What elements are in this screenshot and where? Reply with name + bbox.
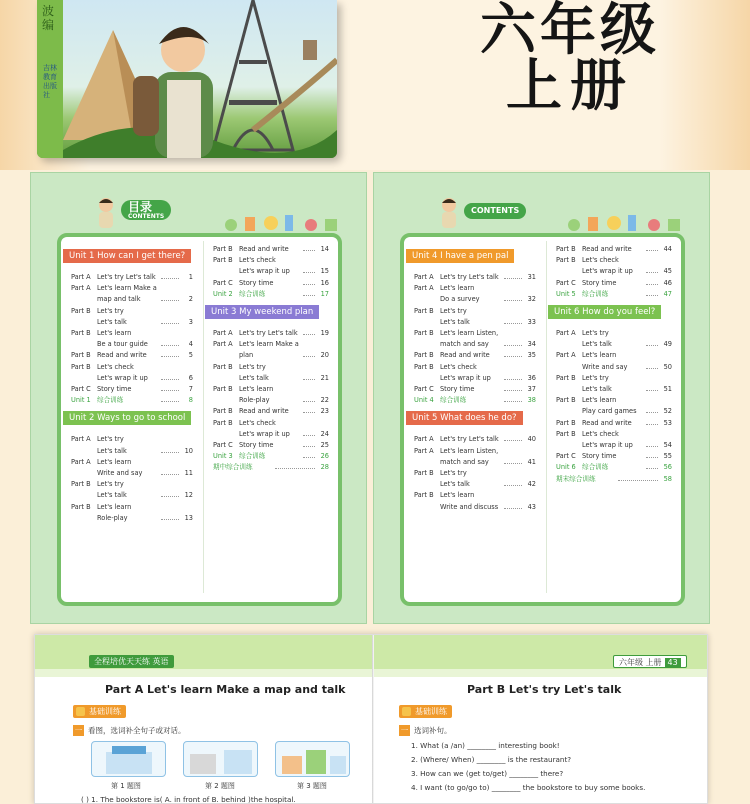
toc-entry-title: Story time (440, 385, 475, 393)
toc-entry-title: match and say (440, 340, 489, 349)
toc-panel-right (373, 172, 710, 624)
toc-entry-part: Part B (213, 362, 233, 371)
toc-entry-page: 58 (663, 474, 672, 483)
toc-entry-title: Let's learn (97, 457, 132, 466)
toc-entry-part: Unit 4 (414, 396, 434, 405)
toc-entry-title: Let's wrap it up (239, 429, 290, 438)
toc-entry-title: 综合训练 (582, 289, 609, 298)
toc-entry-title: Let's check (440, 362, 477, 371)
toc-entry-part: Part C (213, 278, 233, 287)
toc-entry-page: 44 (663, 245, 672, 253)
toc-entry-page: 47 (663, 289, 672, 298)
toc-entry-part: Unit 1 (71, 396, 91, 405)
toc-entry-title: Let's check (239, 418, 276, 427)
leader-dots (303, 290, 315, 296)
toc-entry-page: 37 (527, 385, 536, 393)
toc-entry-page: 24 (320, 429, 329, 438)
toc-entry-part: Part A (414, 446, 434, 455)
toc-entry-page: 7 (188, 385, 193, 393)
toc-entry-part: Part A (71, 273, 91, 281)
toc-entry-title: Let's learn (97, 502, 132, 511)
unit-banner: Unit 4 I have a pen pal (406, 249, 514, 263)
toc-entry-part: 期中综合训练 (213, 463, 253, 472)
toc-entry-part: 期末综合训练 (556, 474, 596, 483)
toc-entry-title: Let's wrap it up (582, 441, 633, 449)
toc-entry-part: Part B (556, 256, 576, 265)
toc-entry-page: 17 (320, 289, 329, 298)
cover-vertical-title: 波编 (42, 4, 55, 32)
decoration-illustration (221, 209, 351, 233)
toc-entry-page: 14 (320, 245, 329, 253)
toc-entry-part: Part C (414, 385, 434, 393)
leader-dots (646, 452, 658, 458)
toc-entry-part: Part A (414, 435, 434, 444)
toc-entry-page: 16 (320, 278, 329, 287)
toc-entry-part: Part A (414, 284, 434, 293)
leader-dots (161, 273, 179, 279)
book-series-title: 全程培优天天练 英语 (89, 655, 174, 668)
toc-entry-page: 25 (320, 441, 329, 449)
toc-entry-title: Let's wrap it up (440, 373, 491, 382)
toc-entry-title: Let's try (582, 373, 609, 382)
toc-entry-title: Read and write (239, 407, 289, 416)
toc-entry-title: Do a survey (440, 295, 480, 304)
leader-dots (303, 374, 315, 380)
toc-entry-title: Let's talk (97, 446, 127, 455)
toc-entry-part: Unit 6 (556, 463, 576, 472)
unit-banner: Unit 3 My weekend plan (205, 305, 319, 319)
leader-dots (504, 340, 522, 346)
toc-entry-part: Part B (213, 407, 233, 416)
toc-entry-part: Part B (556, 429, 576, 438)
toc-entry-page: 52 (663, 407, 672, 416)
picture-caption: 第 2 题图 (205, 782, 235, 790)
unit-banner: Unit 1 How can I get there? (63, 249, 191, 263)
leader-dots (161, 469, 179, 475)
leader-dots (646, 363, 658, 369)
toc-entry-title: Let's learn (582, 396, 617, 405)
leader-dots (646, 267, 658, 273)
leader-dots (303, 396, 315, 402)
toc-entry-page: 11 (184, 469, 193, 477)
right-question-line: 4. I want (to go/go to) ________ the bookstore to buy some books. (411, 783, 646, 792)
toc-entry-part: Part B (71, 351, 91, 360)
toc-entry-part: Unit 2 (213, 289, 233, 298)
toc-entry-part: Part A (556, 351, 576, 360)
toc-entry-title: Let's learn Listen, (440, 446, 499, 455)
leader-dots (504, 458, 522, 464)
leader-dots (646, 441, 658, 447)
book-header-wave (35, 669, 707, 677)
kid-illustration (436, 195, 462, 229)
toc-entry-part: Part C (71, 385, 91, 393)
toc-entry-part: Part A (71, 457, 91, 466)
toc-entry-page: 6 (188, 373, 193, 382)
toc-entry-part: Part B (414, 362, 434, 371)
leader-dots (504, 503, 522, 509)
toc-entry-page: 33 (527, 317, 536, 326)
book-spine (372, 635, 374, 803)
leader-dots (504, 273, 522, 279)
toc-entry-page: 49 (663, 340, 672, 349)
toc-entry-title: map and talk (97, 295, 141, 304)
leader-dots (504, 480, 522, 486)
toc-entry-page: 32 (527, 295, 536, 304)
toc-entry-title: Play card games (582, 407, 637, 416)
leader-dots (161, 351, 179, 357)
leader-dots (161, 385, 179, 391)
toc-entry-part: Unit 5 (556, 289, 576, 298)
page-number: 43 (665, 658, 681, 667)
leader-dots (303, 407, 315, 413)
headline-grade: 六年级 (480, 0, 660, 63)
column-divider (546, 241, 547, 593)
toc-entry-page: 50 (663, 362, 672, 371)
leader-dots (161, 491, 179, 497)
toc-entry-part: Part B (556, 418, 576, 427)
leader-dots (161, 514, 179, 520)
toc-entry-part: Part B (556, 396, 576, 405)
leader-dots (303, 329, 315, 335)
toc-entry-title: Let's check (582, 256, 619, 265)
unit-banner: Unit 5 What does he do? (406, 411, 523, 425)
open-book-preview (34, 634, 708, 804)
left-page-title: Part A Let's learn Make a map and talk (105, 683, 346, 696)
right-question-heading: 一 选词补句。 (400, 726, 452, 735)
toc-entry-title: Role-play (97, 513, 128, 522)
toc-entry-part: Part B (556, 373, 576, 382)
kid-illustration (93, 195, 119, 229)
toc-entry-part: Part B (71, 480, 91, 489)
leader-dots (275, 463, 315, 469)
toc-entry-page: 38 (527, 396, 536, 405)
leader-dots (646, 385, 658, 391)
toc-entry-page: 12 (184, 491, 193, 500)
question-picture-2 (183, 741, 258, 777)
toc-entry-title: Let's try Let's talk (239, 329, 298, 337)
leader-dots (646, 279, 658, 285)
toc-entry-page: 34 (527, 340, 536, 349)
toc-entry-title: Story time (582, 278, 617, 287)
leader-dots (646, 463, 658, 469)
toc-entry-part: Part B (556, 245, 576, 253)
leader-dots (161, 374, 179, 380)
toc-entry-part: Part A (71, 435, 91, 444)
leader-dots (504, 374, 522, 380)
toc-entry-title: Let's try (97, 435, 124, 444)
toc-entry-title: Let's try (440, 469, 467, 477)
toc-entry-page: 41 (527, 457, 536, 466)
toc-entry-page: 13 (184, 513, 193, 522)
toc-entry-part: Part B (213, 385, 233, 393)
leader-dots (504, 295, 522, 301)
headline-volume: 上册 (506, 53, 634, 119)
toc-entry-part: Part B (71, 306, 91, 315)
toc-entry-page: 43 (527, 502, 536, 511)
toc-entry-page: 5 (188, 351, 193, 360)
toc-entry-part: Part B (71, 502, 91, 511)
toc-entry-title: Let's talk (582, 340, 612, 349)
toc-entry-part: Part A (71, 284, 91, 293)
basic-training-tag: 基础训练 (73, 705, 126, 718)
toc-entry-title: Read and write (582, 418, 632, 427)
toc-entry-title: Write and discuss (440, 502, 499, 511)
toc-entry-title: Let's learn (239, 385, 274, 393)
toc-entry-page: 36 (527, 373, 536, 382)
toc-entry-title: Let's learn (97, 329, 132, 337)
leader-dots (161, 396, 179, 402)
toc-entry-part: Unit 3 (213, 452, 233, 461)
picture-caption: 第 1 题图 (111, 782, 141, 790)
leader-dots (303, 441, 315, 447)
toc-entry-title: 综合训练 (440, 396, 467, 405)
right-question-line: 1. What (a /an) ________ interesting book! (411, 741, 560, 750)
toc-entry-page: 35 (527, 351, 536, 360)
toc-entry-part: Part B (414, 491, 434, 500)
right-question-line: 2. (Where/ When) ________ is the restaurant? (411, 755, 572, 764)
toc-entry-page: 22 (320, 396, 329, 405)
toc-entry-title: Let's try (239, 362, 266, 371)
left-question-heading: 一 看图，选词补全句子或对话。 (74, 726, 186, 735)
toc-entry-title: Read and write (582, 245, 632, 253)
toc-logo: CONTENTS (464, 203, 526, 219)
toc-entry-title: Let's learn (440, 491, 475, 500)
toc-entry-title: Let's try Let's talk (440, 435, 499, 444)
basic-training-tag: 基础训练 (399, 705, 452, 718)
toc-entry-title: Let's learn Listen, (440, 329, 499, 337)
toc-entry-title: Let's learn Make a (97, 284, 157, 293)
toc-entry-title: 综合训练 (582, 463, 609, 472)
toc-entry-page: 10 (184, 446, 193, 455)
toc-entry-page: 21 (320, 373, 329, 382)
leader-dots (303, 245, 315, 251)
toc-entry-page: 19 (320, 329, 329, 337)
toc-entry-page: 53 (663, 418, 672, 427)
toc-entry-page: 15 (320, 267, 329, 276)
toc-entry-part: Part A (213, 340, 233, 349)
toc-entry-title: 综合训练 (97, 396, 124, 405)
toc-entry-title: Write and say (97, 469, 143, 477)
toc-entry-part: Part A (556, 329, 576, 337)
toc-entry-part: Part B (213, 418, 233, 427)
toc-entry-title: Story time (239, 278, 274, 287)
cover-publisher: 吉林教育出版社 (43, 64, 57, 99)
toc-entry-part: Part B (71, 362, 91, 371)
toc-entry-title: Let's check (582, 429, 619, 438)
toc-entry-page: 40 (527, 435, 536, 444)
toc-entry-page: 28 (320, 463, 329, 472)
toc-page-left (57, 233, 342, 606)
toc-entry-title: Let's talk (239, 373, 269, 382)
toc-entry-page: 4 (188, 340, 193, 349)
toc-entry-title: Let's talk (440, 480, 470, 489)
toc-entry-title: 综合训练 (239, 289, 266, 298)
toc-entry-title: Let's try (440, 306, 467, 315)
toc-entry-part: Part B (414, 329, 434, 337)
toc-entry-title: plan (239, 351, 254, 360)
leader-dots (646, 290, 658, 296)
leader-dots (303, 351, 315, 357)
toc-entry-title: Let's talk (97, 491, 127, 500)
toc-entry-title: 综合训练 (239, 452, 266, 461)
toc-entry-page: 54 (663, 441, 672, 449)
leader-dots (646, 419, 658, 425)
toc-entry-part: Part C (556, 278, 576, 287)
toc-entry-title: Let's try (97, 480, 124, 489)
right-page-title: Part B Let's try Let's talk (467, 683, 622, 696)
unit-banner: Unit 6 How do you feel? (548, 305, 661, 319)
question-picture-1 (91, 741, 166, 777)
toc-entry-title: match and say (440, 457, 489, 466)
toc-entry-title: Let's talk (97, 317, 127, 326)
toc-entry-part: Part C (213, 441, 233, 449)
leader-dots (161, 295, 179, 301)
toc-page-right (400, 233, 685, 606)
leader-dots (618, 475, 658, 481)
leader-dots (646, 245, 658, 251)
toc-entry-page: 56 (663, 463, 672, 472)
toc-entry-page: 55 (663, 452, 672, 461)
leader-dots (504, 318, 522, 324)
decoration-illustration (564, 209, 694, 233)
left-question-line: ( ) 1. The bookstore is( A. in front of B. behind )the hospital. (81, 795, 296, 804)
toc-entry-title: Read and write (239, 245, 289, 253)
leader-dots (504, 351, 522, 357)
toc-entry-page: 45 (663, 267, 672, 276)
book-cover (37, 0, 337, 158)
toc-entry-part: Part B (213, 256, 233, 265)
leader-dots (504, 396, 522, 402)
toc-entry-part: Part A (213, 329, 233, 337)
toc-entry-page: 2 (188, 295, 193, 304)
toc-entry-page: 42 (527, 480, 536, 489)
leader-dots (504, 435, 522, 441)
toc-entry-page: 46 (663, 278, 672, 287)
toc-entry-title: Be a tour guide (97, 340, 148, 349)
toc-entry-page: 51 (663, 385, 672, 393)
toc-entry-title: Let's try Let's talk (97, 273, 156, 281)
toc-entry-page: 26 (320, 452, 329, 461)
toc-entry-title: Story time (239, 441, 274, 449)
leader-dots (161, 340, 179, 346)
toc-entry-part: Part A (414, 273, 434, 281)
toc-entry-page: 3 (188, 317, 193, 326)
picture-caption: 第 3 题图 (297, 782, 327, 790)
book-grade-tag: 六年级 上册 43 (613, 655, 687, 668)
leader-dots (646, 340, 658, 346)
toc-entry-title: Let's talk (440, 317, 470, 326)
toc-entry-title: Let's try (582, 329, 609, 337)
toc-entry-title: Let's try (97, 306, 124, 315)
toc-entry-title: Let's learn (582, 351, 617, 360)
toc-entry-title: Read and write (97, 351, 147, 360)
right-question-line: 3. How can we (get to/get) ________ there? (411, 769, 564, 778)
toc-panel-left (30, 172, 367, 624)
toc-entry-title: Let's check (239, 256, 276, 265)
toc-logo: 目录 CONTENTS (121, 200, 171, 220)
toc-entry-title: Let's try Let's talk (440, 273, 499, 281)
toc-entry-part: Part B (414, 469, 434, 477)
toc-entry-part: Part B (71, 329, 91, 337)
toc-entry-part: Part C (556, 452, 576, 461)
cover-illustration (63, 0, 337, 158)
toc-entry-title: Let's check (97, 362, 134, 371)
toc-entry-title: Story time (97, 385, 132, 393)
toc-entry-title: Let's talk (582, 385, 612, 393)
leader-dots (161, 447, 179, 453)
leader-dots (303, 452, 315, 458)
toc-entry-part: Part B (414, 351, 434, 360)
toc-entry-title: Let's learn Make a (239, 340, 299, 349)
toc-entry-title: Let's learn (440, 284, 475, 293)
toc-entry-title: Let's wrap it up (97, 373, 148, 382)
unit-banner: Unit 2 Ways to go to school (63, 411, 191, 425)
toc-entry-title: Write and say (582, 362, 628, 371)
toc-entry-page: 20 (320, 351, 329, 360)
leader-dots (303, 279, 315, 285)
toc-entry-title: Let's wrap it up (582, 267, 633, 276)
leader-dots (303, 267, 315, 273)
leader-dots (646, 407, 658, 413)
toc-entry-page: 31 (527, 273, 536, 281)
leader-dots (303, 430, 315, 436)
toc-entry-title: Read and write (440, 351, 490, 360)
toc-entry-title: Role-play (239, 396, 270, 405)
toc-entry-page: 8 (188, 396, 193, 405)
leader-dots (504, 385, 522, 391)
toc-entry-title: Story time (582, 452, 617, 461)
toc-entry-title: Let's wrap it up (239, 267, 290, 276)
toc-entry-page: 1 (188, 273, 193, 281)
column-divider (203, 241, 204, 593)
toc-entry-part: Part B (414, 306, 434, 315)
toc-entry-page: 23 (320, 407, 329, 416)
leader-dots (161, 318, 179, 324)
question-picture-3 (275, 741, 350, 777)
toc-entry-part: Part B (213, 245, 233, 253)
